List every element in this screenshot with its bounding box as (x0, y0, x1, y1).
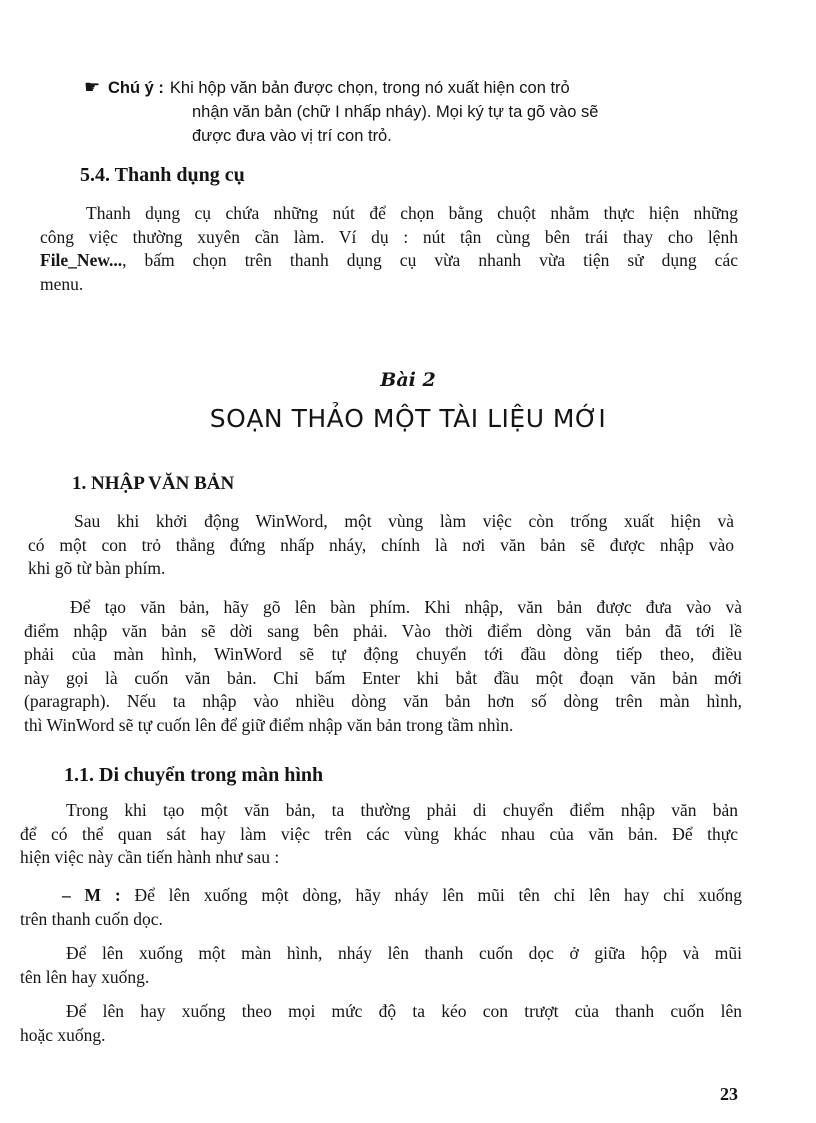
command-name: File_New... (40, 250, 123, 270)
section-heading-1-1: 1.1. Di chuyển trong màn hình (64, 764, 324, 786)
note-line-2: nhận văn bản (chữ I nhấp nháy). Mọi ký tự ta gõ vào sẽ (192, 103, 599, 121)
paragraph-line-rest: Để lên xuống một dòng, hãy nháy lên mũi tên chỉ lên hay chỉ xuống (120, 885, 742, 905)
paragraph-screen-scroll (20, 942, 742, 989)
paragraph-line: Để lên hay xuống theo mọi mức độ ta kéo con trượt của thanh cuốn lên (66, 1001, 742, 1021)
note-block (84, 76, 744, 148)
paragraph-line: Để lên xuống một màn hình, nháy lên thanh cuốn dọc ở giữa hộp và mũi (66, 943, 742, 963)
paragraph-drag-scroll (20, 1000, 742, 1047)
section-heading-1: 1. NHẬP VĂN BẢN (72, 473, 235, 494)
paragraph-line: tên lên hay xuống. (20, 966, 150, 987)
note-label: Chú ý : (108, 79, 164, 97)
note-line-3: được đưa vào vị trí con trỏ. (192, 127, 392, 145)
paragraph-line: để có thể quan sát hay làm việc trên các vùng khác nhau của văn bản. Để thực (20, 823, 738, 844)
paragraph-line: thì WinWord sẽ tự cuốn lên để giữ điểm nhập văn bản trong tầm nhìn. (24, 714, 514, 735)
paragraph-line: phải của màn hình, WinWord sẽ tự động chuyển tới đầu dòng tiếp theo, điều (24, 644, 742, 664)
lesson-label: Bài 2 (380, 369, 436, 391)
paragraph-line: có một con trỏ thẳng đứng nhấp nháy, chính là nơi văn bản sẽ được nhập vào (28, 534, 734, 555)
paragraph-line: (paragraph). Nếu ta nhập vào nhiều dòng văn bản hơn số dòng trên màn hình, (24, 691, 742, 711)
paragraph-line-scroll (20, 884, 742, 931)
paragraph-line: trên thanh cuốn dọc. (20, 908, 163, 929)
paragraph-line: điểm nhập văn bản sẽ dời sang bên phải. Vào thời điểm dòng văn bản đã tới lề (24, 620, 742, 641)
paragraph-line-rest: , bấm chọn trên thanh dụng cụ vừa nhanh vừa tiện sử dụng các (122, 250, 738, 270)
note-line-1: Khi hộp văn bản được chọn, trong nó xuất hiện con trỏ (169, 79, 570, 97)
paragraph-line: công việc thường xuyên cần làm. Ví dụ : nút tận cùng bên trái thay cho lệnh (40, 226, 738, 247)
paragraph-line: Thanh dụng cụ chứa những nút để chọn bằng chuột nhằm thực hiện những (86, 203, 738, 223)
paragraph-line: hiện việc này cần tiến hành như sau : (20, 847, 280, 867)
paragraph-line (40, 249, 738, 273)
lesson-title: SOẠN THẢO MỘT TÀI LIỆU MỚI (209, 404, 607, 433)
pointing-hand-icon: ☛ (84, 77, 101, 97)
paragraph-line: này gọi là cuốn văn bản. Chỉ bấm Enter khi bắt đầu một đoạn văn bản mới (24, 667, 742, 688)
paragraph-line: hoặc xuống. (20, 1024, 106, 1045)
paragraph-startup (28, 510, 734, 581)
paragraph-line: khi gõ từ bàn phím. (28, 558, 166, 578)
paragraph-line: menu. (40, 273, 84, 294)
paragraph-typing (24, 596, 742, 737)
section-heading-5-4: 5.4. Thanh dụng cụ (80, 164, 245, 186)
page-number: 23 (720, 1084, 738, 1104)
paragraph-moving (20, 799, 738, 870)
paragraph-line: Sau khi khởi động WinWord, một vùng làm việc còn trống xuất hiện và (74, 511, 734, 531)
paragraph-line (20, 884, 742, 908)
paragraph-toolbar (40, 202, 738, 296)
item-marker: – M : (62, 885, 121, 905)
paragraph-line: Trong khi tạo một văn bản, ta thường phải di chuyển điểm nhập văn bản (66, 800, 738, 820)
paragraph-line: Để tạo văn bản, hãy gõ lên bàn phím. Khi nhập, văn bản được đưa vào và (70, 597, 742, 617)
